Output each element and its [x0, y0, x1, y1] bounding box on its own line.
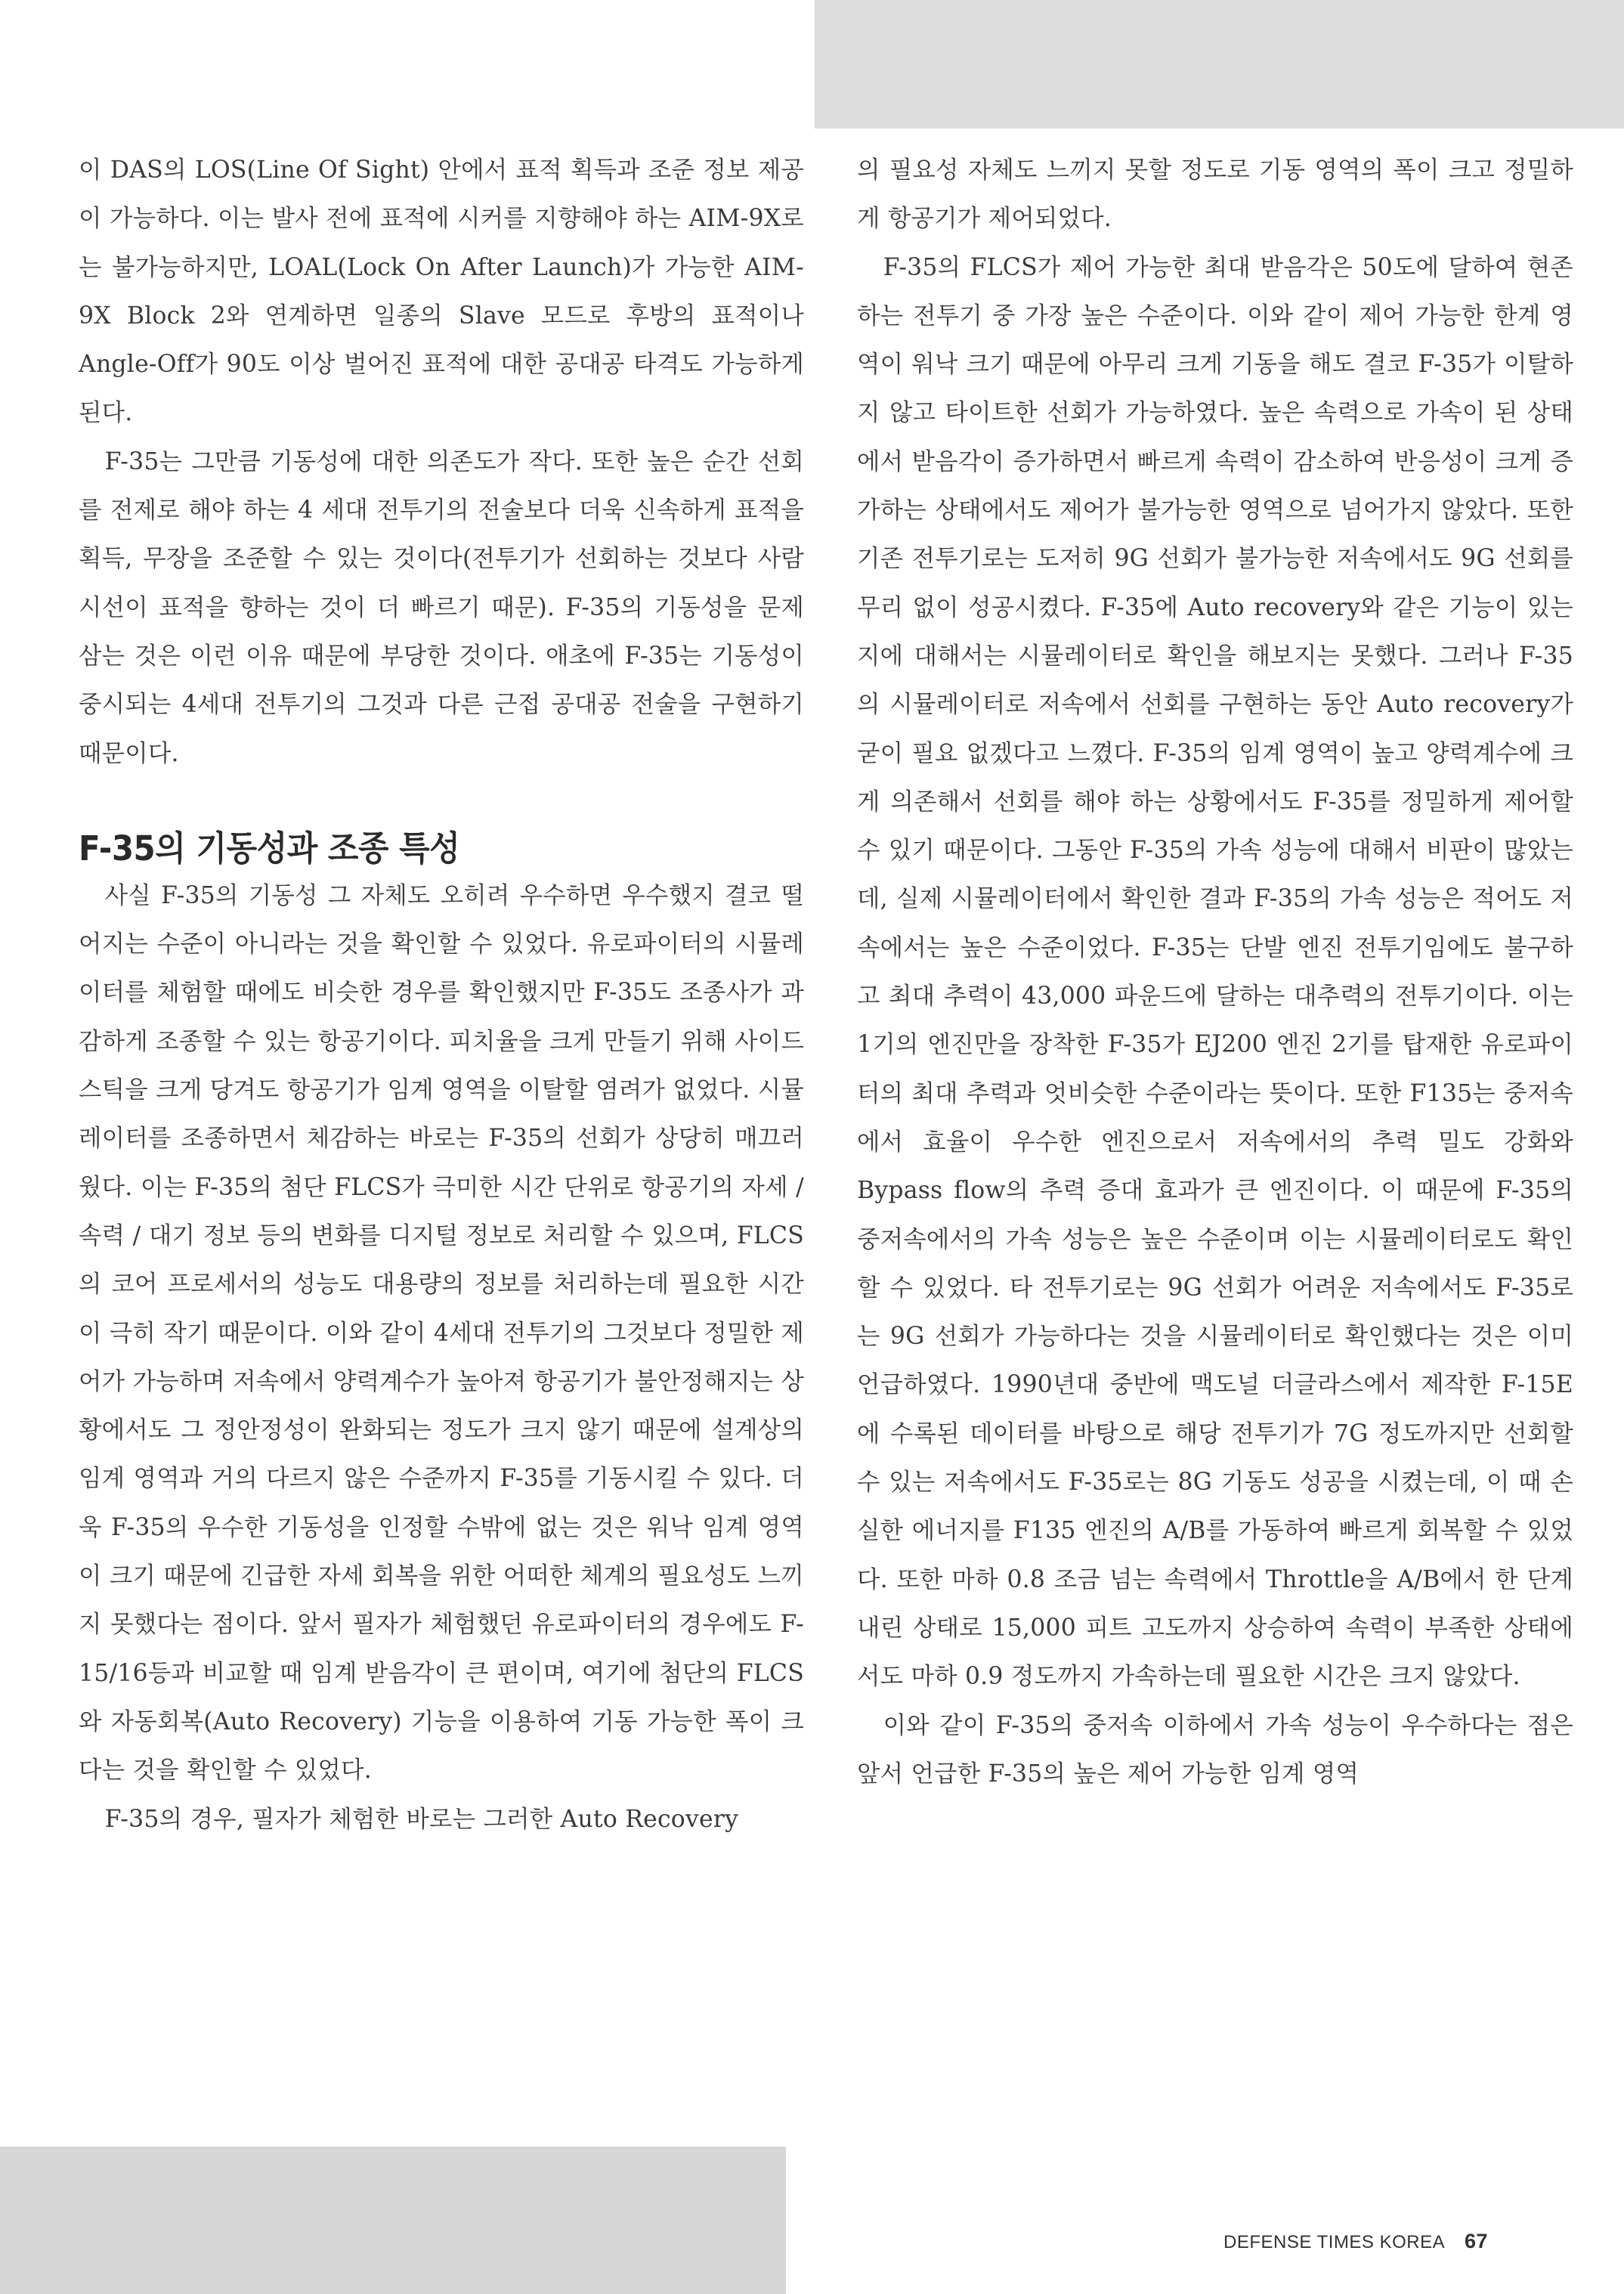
page-footer: [1223, 2230, 1488, 2253]
publication-name: DEFENSE TIMES KOREA: [1223, 2232, 1444, 2252]
paragraph: 이 DAS의 LOS(Line Of Sight) 안에서 표적 획득과 조준 정보 제공이 가능하다. 이는 발사 전에 표적에 시커를 지향해야 하는 AIM-9X로는 불가능하지만, LOAL(Lock On After Launch)가 가능한 AIM-9X Block 2와 연계하면 일종의 Slave 모드로 후방의 표적이나 Angle-Off가 90도 이상 벌어진 표적에 대한 공대공 타격도 가능하게 된다.: [79, 156, 804, 427]
scan-shadow-top: [815, 0, 1624, 128]
paragraph: 이와 같이 F-35의 중저속 이하에서 가속 성능이 우수하다는 점은 앞서 언급한 F-35의 높은 제어 가능한 임계 영역: [857, 1711, 1573, 1788]
paragraph: F-35는 그만큼 기동성에 대한 의존도가 작다. 또한 높은 순간 선회를 전제로 해야 하는 4 세대 전투기의 전술보다 더욱 신속하게 표적을 획득, 무장을 조준할 수 있는 것이다(전투기가 선회하는 것보다 사람 시선이 표적을 향하는 것이 더 빠르기 때문). F-35의 기동성을 문제 삼는 것은 이런 이유 때문에 부당한 것이다. 애초에 F-35는 기동성이 중시되는 4세대 전투기의 그것과 다른 근접 공대공 전술을 구현하기 때문이다.: [79, 447, 804, 767]
left-column: [79, 146, 804, 1844]
page-number: 67: [1464, 2230, 1488, 2252]
scan-shadow-bottom: [0, 2147, 786, 2294]
section-heading: F-35의 기동성과 조종 특성: [79, 828, 460, 868]
paragraph: F-35의 경우, 필자가 체험한 바로는 그러한 Auto Recovery: [104, 1805, 739, 1833]
paragraph: 사실 F-35의 기동성 그 자체도 오히려 우수하면 우수했지 결코 떨어지는 수준이 아니라는 것을 확인할 수 있었다. 유로파이터의 시뮬레이터를 체험할 때에도 비슷한 경우를 확인했지만 F-35도 조종사가 과감하게 조종할 수 있는 항공기이다. 피치율을 크게 만들기 위해 사이드 스틱을 크게 당겨도 항공기가 임계 영역을 이탈할 염려가 없었다. 시뮬레이터를 조종하면서 체감하는 바로는 F-35의 선회가 상당히 매끄러웠다. 이는 F-35의 첨단 FLCS가 극미한 시간 단위로 항공기의 자세 / 속력 / 대기 정보 등의 변화를 디지털 정보로 처리할 수 있으며, FLCS의 코어 프로세서의 성능도 대용량의 정보를 처리하는데 필요한 시간이 극히 작기 때문이다. 이와 같이 4세대 전투기의 그것보다 정밀한 제어가 가능하며 저속에서 양력계수가 높아져 항공기가 불안정해지는 상황에서도 그 정안정성이 완화되는 정도가 크지 않기 때문에 설계상의 임계 영역과 거의 다르지 않은 수준까지 F-35를 기동시킬 수 있다. 더욱 F-35의 우수한 기동성을 인정할 수밖에 없는 것은 워낙 임계 영역이 크기 때문에 긴급한 자세 회복을 위한 어떠한 체계의 필요성도 느끼지 못했다는 점이다. 앞서 필자가 체험했던 유로파이터의 경우에도 F-15/16등과 비교할 때 임계 받음각이 큰 편이며, 여기에 첨단의 FLCS와 자동회복(Auto Recovery) 기능을 이용하여 기동 가능한 폭이 크다는 것을 확인할 수 있었다.: [79, 881, 804, 1785]
paragraph: F-35의 FLCS가 제어 가능한 최대 받음각은 50도에 달하여 현존하는 전투기 중 가장 높은 수준이다. 이와 같이 제어 가능한 한계 영역이 워낙 크기 때문에 아무리 크게 기동을 해도 결코 F-35가 이탈하지 않고 타이트한 선회가 가능하였다. 높은 속력으로 가속이 된 상태에서 받음각이 증가하면서 빠르게 속력이 감소하여 반응성이 크게 증가하는 상태에서도 제어가 불가능한 영역으로 넘어가지 않았다. 또한 기존 전투기로는 도저히 9G 선회가 불가능한 저속에서도 9G 선회를 무리 없이 성공시켰다. F-35에 Auto recovery와 같은 기능이 있는지에 대해서는 시뮬레이터로 확인을 해보지는 못했다. 그러나 F-35의 시뮬레이터로 저속에서 선회를 구현하는 동안 Auto recovery가 굳이 필요 없겠다고 느꼈다. F-35의 임계 영역이 높고 양력계수에 크게 의존해서 선회를 해야 하는 상황에서도 F-35를 정밀하게 제어할 수 있기 때문이다. 그동안 F-35의 가속 성능에 대해서 비판이 많았는데, 실제 시뮬레이터에서 확인한 결과 F-35의 가속 성능은 적어도 저속에서는 높은 수준이었다. F-35는 단발 엔진 전투기임에도 불구하고 최대 추력이 43,000 파운드에 달하는 대추력의 전투기이다. 이는 1기의 엔진만을 장착한 F-35가 EJ200 엔진 2기를 탑재한 유로파이터의 최대 추력과 엇비슷한 수준이라는 뜻이다. 또한 F135는 중저속에서 효율이 우수한 엔진으로서 저속에서의 추력 밀도 강화와 Bypass flow의 추력 증대 효과가 큰 엔진이다. 이 때문에 F-35의 중저속에서의 가속 성능은 높은 수준이며 이는 시뮬레이터로도 확인할 수 있었다. 타 전투기로는 9G 선회가 어려운 저속에서도 F-35로는 9G 선회가 가능하다는 것을 시뮬레이터로 확인했다는 것은 이미 언급하였다. 1990년대 중반에 맥도널 더글라스에서 제작한 F-15E에 수록된 데이터를 바탕으로 해당 전투기가 7G 정도까지만 선회할 수 있는 저속에서도 F-35로는 8G 기동도 성공을 시켰는데, 이 때 손실한 에너지를 F135 엔진의 A/B를 가동하여 빠르게 회복할 수 있었다. 또한 마하 0.8 조금 넘는 속력에서 Throttle을 A/B에서 한 단계 내린 상태로 15,000 피트 고도까지 상승하여 속력이 부족한 상태에서도 마하 0.9 정도까지 가속하는데 필요한 시간은 크지 않았다.: [857, 253, 1573, 1691]
paragraph: 의 필요성 자체도 느끼지 못할 정도로 기동 영역의 폭이 크고 정밀하게 항공기가 제어되었다.: [857, 156, 1573, 233]
right-column: [857, 146, 1573, 1798]
